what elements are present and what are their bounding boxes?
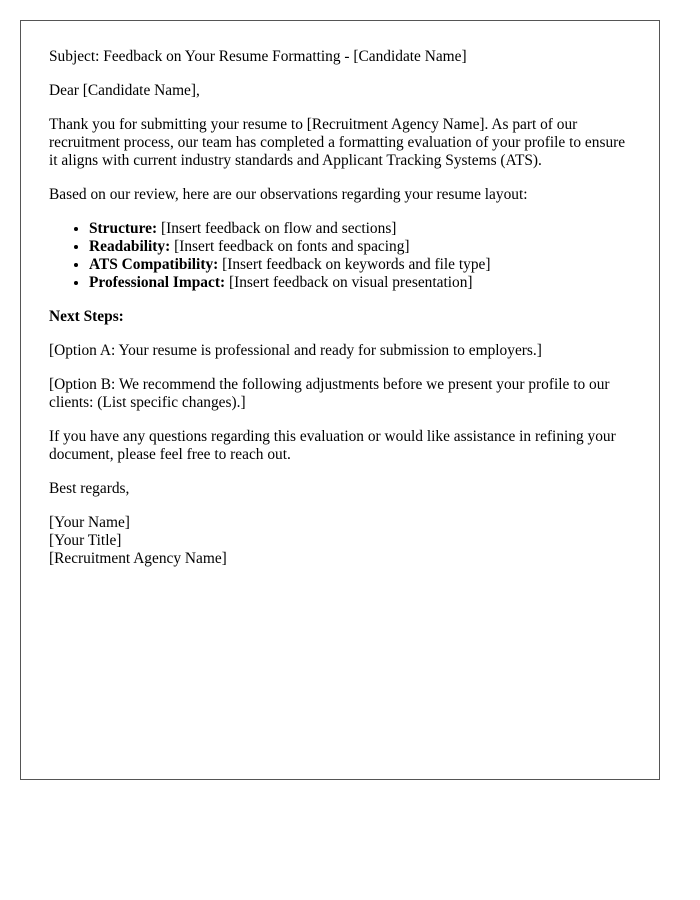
next-steps-heading <box>49 308 631 326</box>
letter-container <box>20 20 660 780</box>
option-a: [Option A: Your resume is professional and ready for submission to employers.] <box>49 342 542 359</box>
observation-text: [Insert feedback on fonts and spacing] <box>170 238 410 255</box>
signature-block <box>49 514 631 568</box>
observation-item <box>89 238 631 256</box>
signature-agency: [Recruitment Agency Name] <box>49 550 227 567</box>
observation-label: Professional Impact: <box>89 274 226 291</box>
observation-text: [Insert feedback on flow and sections] <box>157 220 397 237</box>
observation-item <box>89 274 631 292</box>
signature-name: [Your Name] <box>49 514 130 531</box>
sign-off: Best regards, <box>49 480 130 497</box>
observation-text: [Insert feedback on keywords and file type] <box>218 256 491 273</box>
observation-item <box>89 220 631 238</box>
closing-paragraph: If you have any questions regarding this evaluation or would like assistance in refining your document, please feel free to reach out. <box>49 428 616 463</box>
letter-intro: Thank you for submitting your resume to [Recruitment Agency Name]. As part of our recruitment process, our team has completed a formatting evaluation of your profile to ensure it aligns with current industry standards and Applicant Tracking Systems (ATS). <box>49 116 626 169</box>
signature-title: [Your Title] <box>49 532 122 549</box>
observation-label: ATS Compatibility: <box>89 256 219 273</box>
observation-label: Structure: <box>89 220 158 237</box>
observation-label: Readability: <box>89 238 171 255</box>
observation-text: [Insert feedback on visual presentation] <box>225 274 473 291</box>
observations-list <box>49 220 631 292</box>
observations-intro: Based on our review, here are our observations regarding your resume layout: <box>49 186 528 203</box>
option-b: [Option B: We recommend the following adjustments before we present your profile to our clients: (List specific changes).] <box>49 376 610 411</box>
next-steps-heading-text: Next Steps: <box>49 308 124 325</box>
letter-salutation: Dear [Candidate Name], <box>49 82 200 99</box>
letter-subject: Subject: Feedback on Your Resume Formatting - [Candidate Name] <box>49 48 467 65</box>
observation-item <box>89 256 631 274</box>
